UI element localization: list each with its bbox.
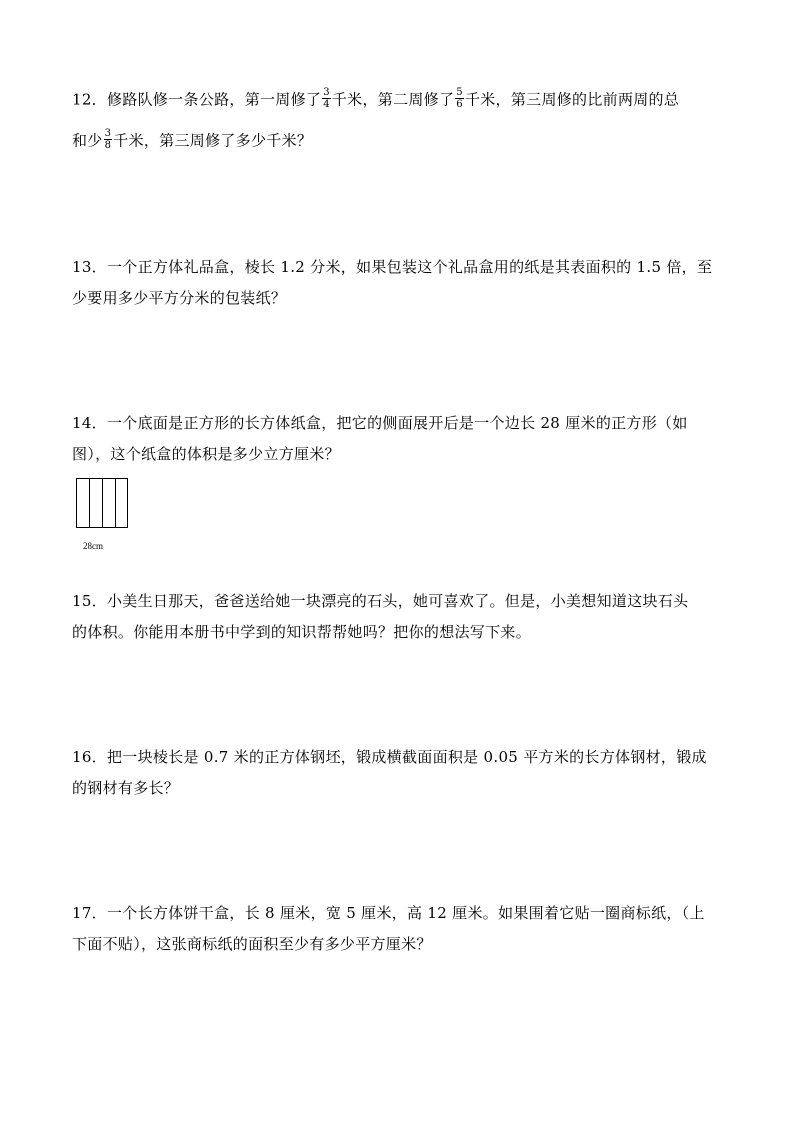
question-14-line-1: 14．一个底面是正方形的长方体纸盒，把它的侧面展开后是一个边长 28 厘米的正方形（如 [72,414,688,432]
fold-line [89,479,90,527]
question-15-line-1: 15．小美生日那天，爸爸送给她一块漂亮的石头，她可喜欢了。但是，小美想知道这块石头 [72,592,689,610]
fold-line [115,479,116,527]
question-13-line-1: 13．一个正方体礼品盒，棱长 1.2 分米，如果包装这个礼品盒用的纸是其表面积的 1.5 倍，至 [72,258,713,276]
question-14-line-2: 图），这个纸盒的体积是多少立方厘米？ [72,445,340,463]
question-15-line-2: 的体积。你能用本册书中学到的知识帮帮她吗？把你的想法写下来。 [72,623,532,641]
question-17-line-1: 17．一个长方体饼干盒，长 8 厘米，宽 5 厘米，高 12 厘米。如果围着它贴一圈商标纸，（上 [72,904,705,922]
fraction-three-quarters: $\frac{3}{4}$ [323,87,330,110]
question-16-line-1: 16．把一块棱长是 0.7 米的正方体钢坯，锻成横截面面积是 0.05 平方米的长方体钢材，锻成 [72,748,707,766]
question-16-line-2: 的钢材有多长？ [72,779,180,797]
fraction-five-sixths: $\frac{5}{6}$ [456,87,463,110]
question-12-line-1: 12．修路队修一条公路，第一周修了 $\frac{3}{4}$ 千米，第二周修了 $\frac{5}{6}$ 千米，第三周修的比前两周的总 [72,87,680,110]
figure-label: 28cm [83,541,103,551]
question-17-line-2: 下面不贴），这张商标纸的面积至少有多少平方厘米？ [72,935,432,953]
fold-line [102,479,103,527]
question-12-line-2: 和少 $\frac{3}{8}$ 千米，第三周修了多少千米？ [72,128,313,151]
fraction-three-eighths: $\frac{3}{8}$ [104,128,112,151]
question-13-line-2: 少要用多少平方分米的包装纸？ [72,289,287,307]
unfolded-side-figure [76,478,128,528]
